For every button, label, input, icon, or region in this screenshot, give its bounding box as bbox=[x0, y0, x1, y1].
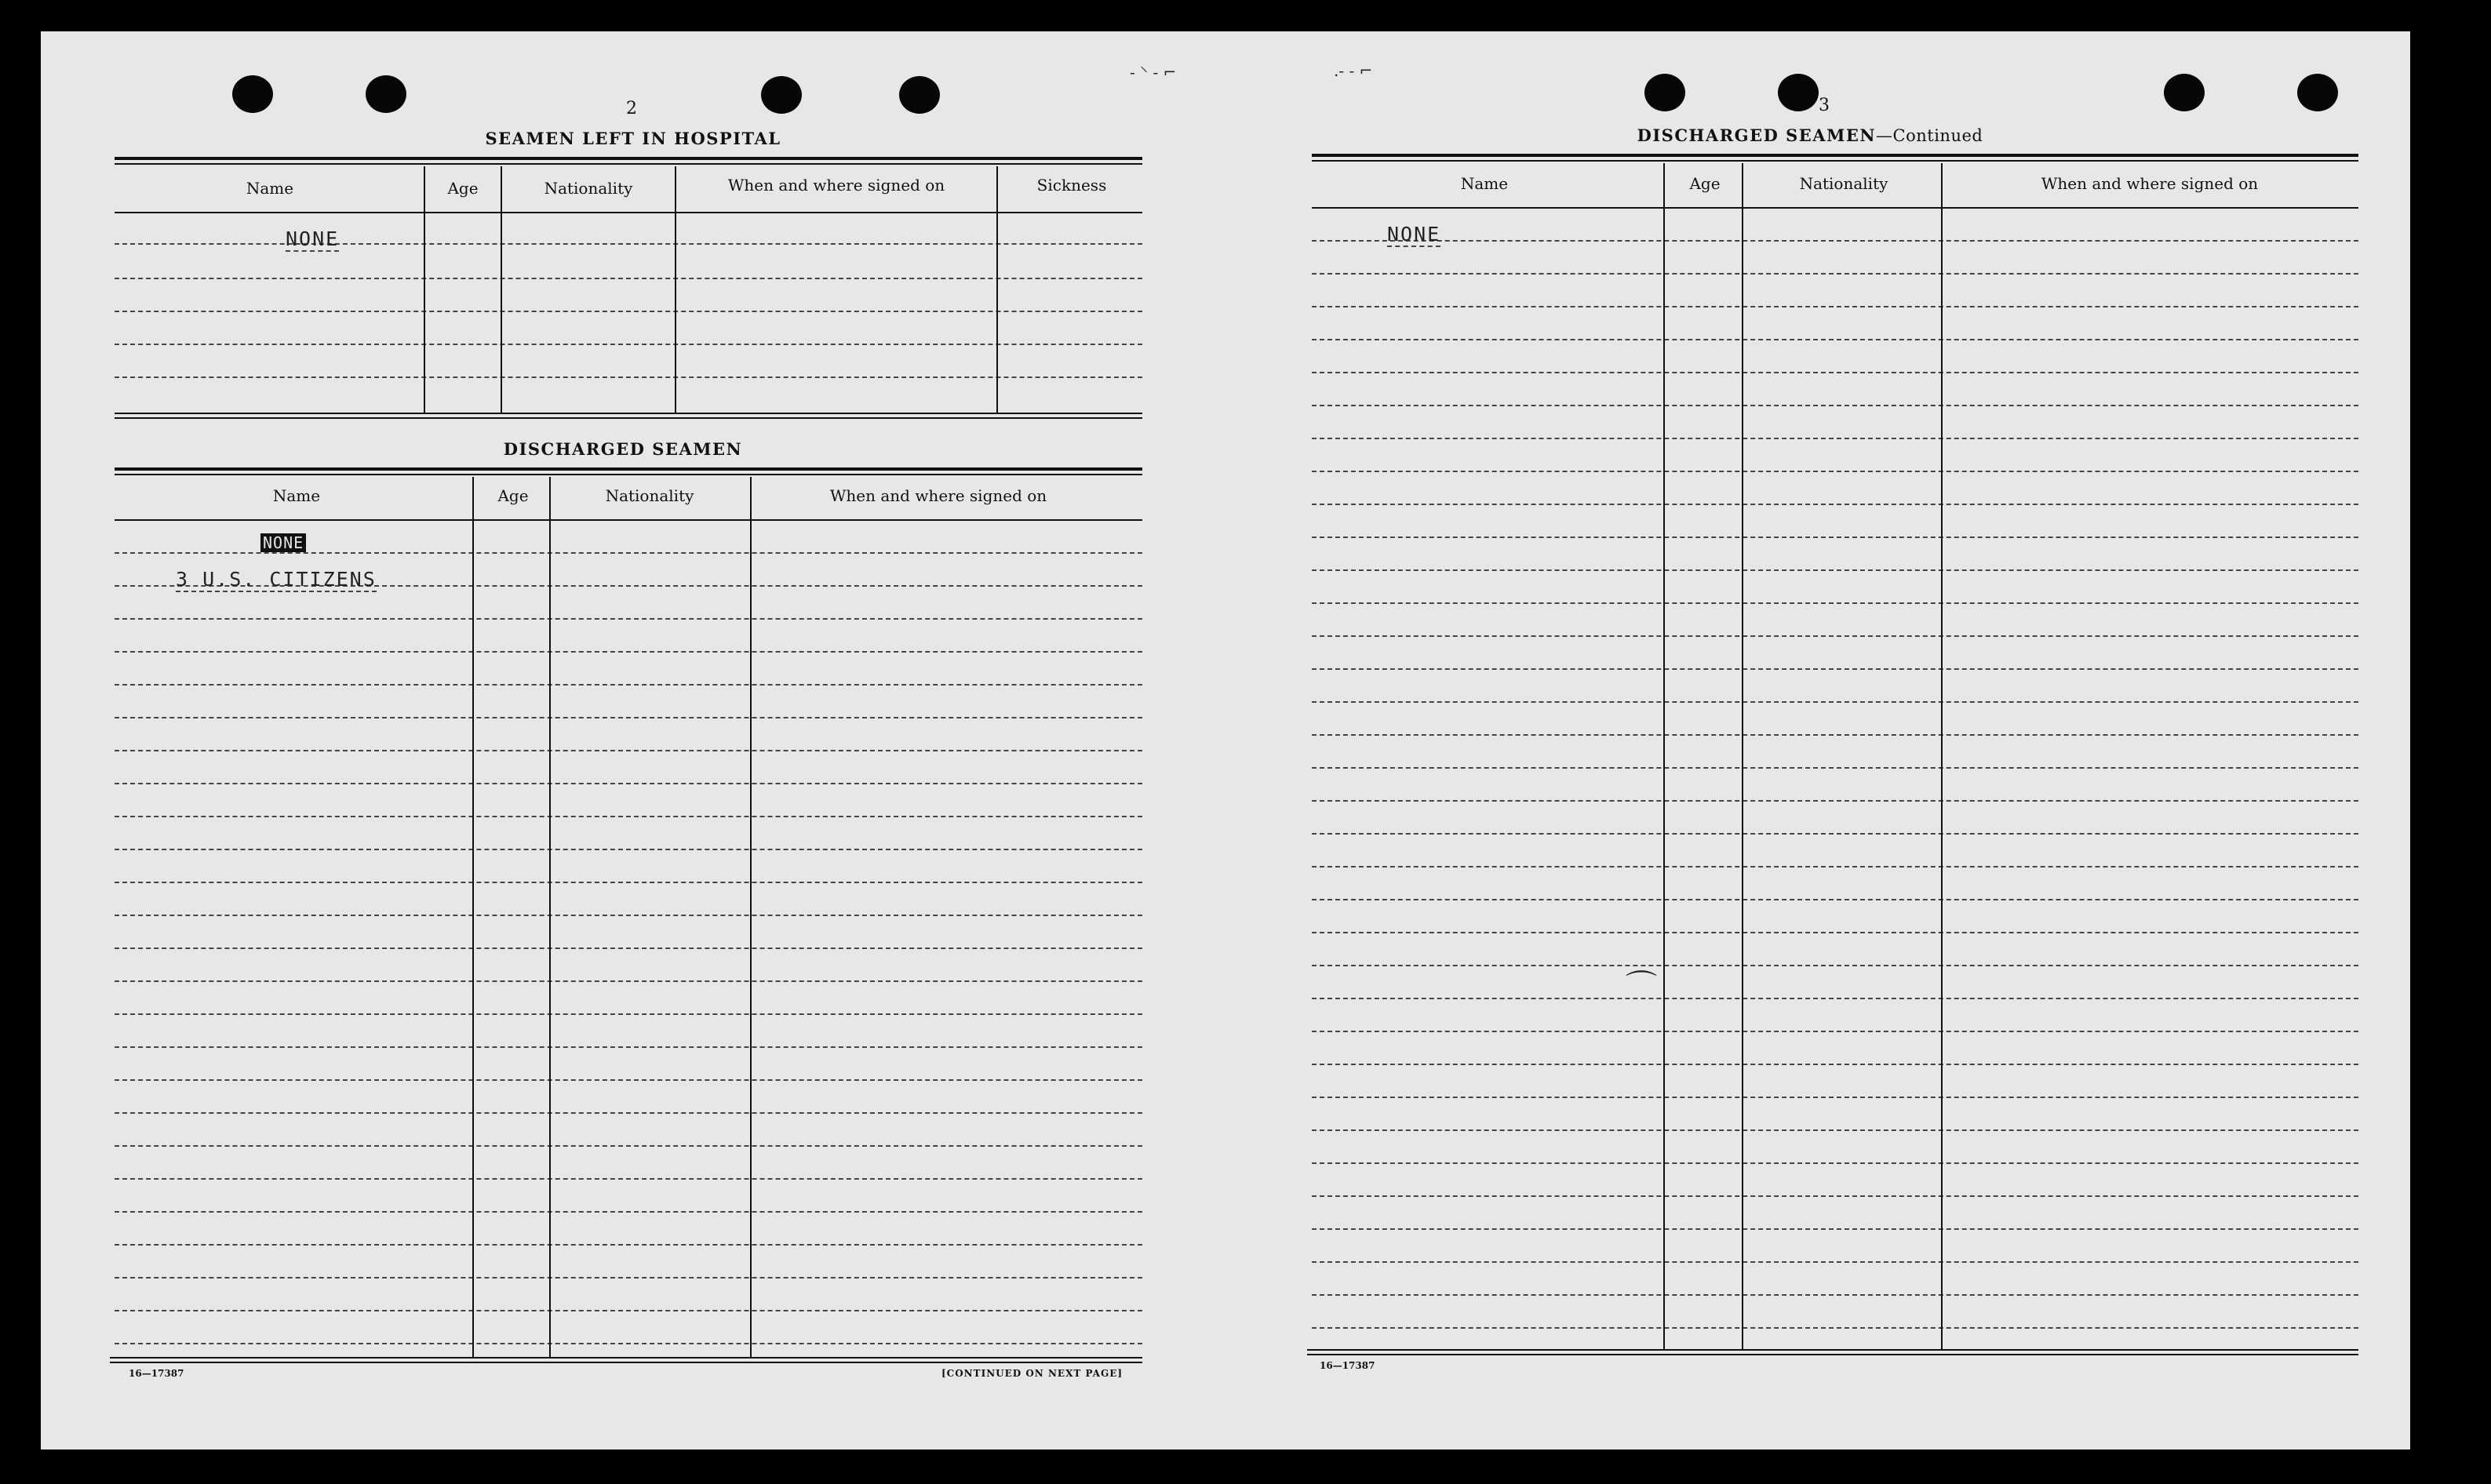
column-divider bbox=[472, 477, 474, 1357]
row-rule bbox=[115, 651, 1142, 653]
section-title-hospital: SEAMEN LEFT IN HOSPITAL bbox=[485, 129, 781, 148]
page-number-left: 2 bbox=[626, 99, 637, 118]
row-rule bbox=[1312, 1195, 2358, 1197]
col-header-age: Age bbox=[1689, 174, 1721, 193]
row-rule bbox=[1312, 800, 2358, 802]
row-rule bbox=[1312, 1097, 2358, 1098]
row-rule bbox=[1312, 602, 2358, 604]
column-divider bbox=[501, 166, 502, 413]
table-bottom-rule bbox=[115, 413, 1142, 414]
col-header-age: Age bbox=[447, 179, 479, 198]
section-title-text: DISCHARGED SEAMEN bbox=[1637, 125, 1877, 145]
row-rule bbox=[115, 1277, 1142, 1278]
row-rule bbox=[115, 980, 1142, 982]
row-rule bbox=[1312, 899, 2358, 900]
row-rule bbox=[115, 618, 1142, 620]
row-rule bbox=[115, 849, 1142, 850]
row-rule bbox=[1312, 1031, 2358, 1032]
row-rule bbox=[115, 750, 1142, 751]
col-header-signed-on: When and where signed on bbox=[2041, 174, 2259, 193]
punch-hole bbox=[232, 75, 273, 113]
row-rule bbox=[1312, 1162, 2358, 1164]
row-rule bbox=[115, 783, 1142, 784]
form-number-left: 16—17387 bbox=[129, 1368, 184, 1379]
row-rule bbox=[115, 882, 1142, 883]
row-rule bbox=[1312, 635, 2358, 637]
table-bottom-rule bbox=[1307, 1354, 2358, 1355]
row-rule bbox=[115, 1310, 1142, 1311]
punch-hole bbox=[1778, 74, 1819, 111]
table-top-rule bbox=[115, 157, 1142, 160]
column-divider bbox=[1941, 163, 1943, 1349]
row-rule bbox=[115, 1112, 1142, 1114]
scan-mark: - ⸌ - ⌐ bbox=[1130, 63, 1177, 82]
row-rule bbox=[115, 311, 1142, 312]
row-rule bbox=[1312, 1064, 2358, 1065]
col-header-signed-on: When and where signed on bbox=[829, 486, 1047, 505]
row-rule bbox=[1312, 240, 2358, 242]
row-rule bbox=[115, 1343, 1142, 1344]
row-rule bbox=[1312, 339, 2358, 340]
row-rule bbox=[115, 1046, 1142, 1048]
header-rule bbox=[115, 519, 1142, 521]
row-rule bbox=[1312, 536, 2358, 538]
col-header-nationality: Nationality bbox=[544, 179, 633, 198]
row-rule bbox=[1312, 1294, 2358, 1296]
table-bottom-rule bbox=[110, 1357, 1142, 1359]
ink-mark: ⌒ bbox=[1626, 969, 1657, 1005]
row-rule bbox=[115, 1079, 1142, 1081]
row-rule bbox=[115, 1211, 1142, 1213]
header-rule bbox=[1312, 207, 2358, 209]
table-bottom-rule bbox=[115, 417, 1142, 419]
column-divider bbox=[750, 477, 752, 1357]
row-rule bbox=[115, 1244, 1142, 1246]
row-rule bbox=[115, 243, 1142, 245]
row-rule bbox=[1312, 833, 2358, 835]
row-rule bbox=[1312, 569, 2358, 571]
row-rule bbox=[1312, 504, 2358, 505]
row-rule bbox=[1312, 438, 2358, 439]
row-rule bbox=[1312, 1327, 2358, 1329]
struck-out-entry: NONE bbox=[260, 533, 306, 552]
row-rule bbox=[1312, 306, 2358, 307]
row-rule bbox=[115, 1013, 1142, 1015]
table-top-rule bbox=[115, 467, 1142, 471]
table-bottom-rule bbox=[110, 1362, 1142, 1363]
page-number-right: 3 bbox=[1819, 96, 1830, 115]
hospital-entry: NONE bbox=[286, 227, 340, 250]
discharged-entry: 3 U.S. CITIZENS bbox=[176, 568, 377, 591]
row-rule bbox=[1312, 701, 2358, 703]
row-rule bbox=[1312, 1129, 2358, 1131]
row-rule bbox=[1312, 965, 2358, 966]
column-divider bbox=[996, 166, 998, 413]
scan-mark: .- - ⌐ bbox=[1334, 61, 1373, 80]
row-rule bbox=[115, 552, 1142, 554]
row-rule bbox=[115, 344, 1142, 345]
column-divider bbox=[675, 166, 676, 413]
row-rule bbox=[1312, 998, 2358, 999]
table-top-rule bbox=[115, 474, 1142, 475]
row-rule bbox=[115, 948, 1142, 949]
col-header-nationality: Nationality bbox=[1799, 174, 1888, 193]
form-number-right: 16—17387 bbox=[1320, 1360, 1375, 1371]
punch-hole bbox=[1644, 74, 1685, 111]
row-rule bbox=[1312, 932, 2358, 933]
row-rule bbox=[115, 717, 1142, 718]
row-rule bbox=[1312, 405, 2358, 406]
row-rule bbox=[1312, 767, 2358, 769]
col-header-nationality: Nationality bbox=[605, 486, 694, 505]
discharged-continued-entry: NONE bbox=[1387, 223, 1441, 246]
col-header-sickness: Sickness bbox=[1036, 176, 1107, 195]
row-rule bbox=[115, 376, 1142, 378]
col-header-name: Name bbox=[246, 179, 294, 198]
row-rule bbox=[115, 278, 1142, 279]
row-rule bbox=[115, 816, 1142, 817]
row-rule bbox=[115, 1178, 1142, 1180]
table-top-rule bbox=[1312, 154, 2358, 157]
punch-hole bbox=[366, 75, 406, 113]
row-rule bbox=[1312, 866, 2358, 867]
col-header-name: Name bbox=[272, 486, 321, 505]
row-rule bbox=[115, 684, 1142, 686]
punch-hole bbox=[761, 76, 802, 114]
document-sheet bbox=[41, 31, 2410, 1449]
row-rule bbox=[1312, 273, 2358, 275]
col-header-name: Name bbox=[1460, 174, 1509, 193]
row-rule bbox=[115, 1145, 1142, 1147]
section-title-discharged-continued bbox=[1637, 125, 1983, 145]
column-divider bbox=[549, 477, 551, 1357]
row-rule bbox=[1312, 668, 2358, 670]
row-rule bbox=[1312, 471, 2358, 472]
table-top-rule bbox=[1312, 160, 2358, 162]
row-rule bbox=[1312, 1228, 2358, 1230]
section-title-discharged: DISCHARGED SEAMEN bbox=[503, 439, 743, 459]
section-title-suffix: —Continued bbox=[1876, 126, 1983, 145]
continued-note: [CONTINUED ON NEXT PAGE] bbox=[941, 1368, 1123, 1379]
table-top-rule bbox=[115, 163, 1142, 165]
row-rule bbox=[1312, 372, 2358, 373]
punch-hole bbox=[899, 76, 940, 114]
punch-hole bbox=[2164, 74, 2205, 111]
table-bottom-rule bbox=[1307, 1349, 2358, 1351]
column-divider bbox=[424, 166, 425, 413]
col-header-age: Age bbox=[497, 486, 529, 505]
row-rule bbox=[1312, 734, 2358, 736]
row-rule bbox=[115, 915, 1142, 916]
column-divider bbox=[1742, 163, 1743, 1349]
column-divider bbox=[1663, 163, 1665, 1349]
punch-hole bbox=[2297, 74, 2338, 111]
header-rule bbox=[115, 212, 1142, 213]
row-rule bbox=[1312, 1261, 2358, 1263]
col-header-signed-on: When and where signed on bbox=[727, 176, 945, 195]
